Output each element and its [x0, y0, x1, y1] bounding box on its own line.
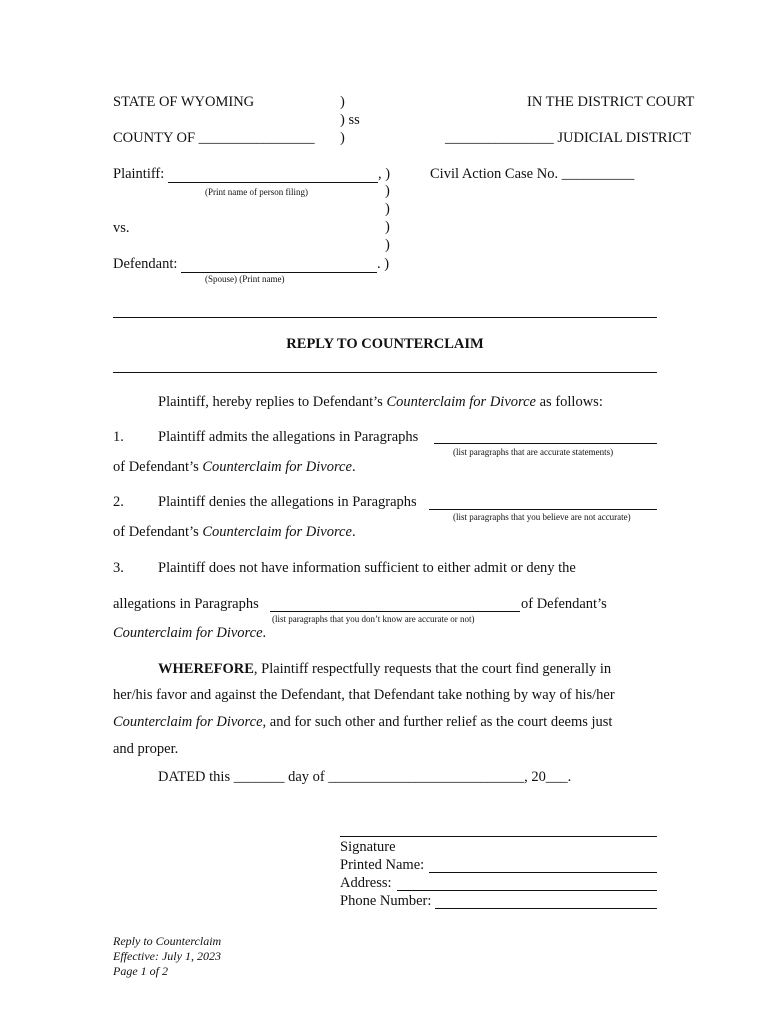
defendant-label: Defendant: [113, 256, 178, 272]
wherefore-line-3: Counterclaim for Divorce, and for such other and further relief as the court deems just [113, 714, 613, 730]
item-1-paragraphs-field[interactable] [434, 443, 657, 444]
caption-paren: ) [340, 130, 345, 146]
item-2-text: Plaintiff denies the allegations in Paragraphs [158, 494, 417, 510]
defendant-name-field[interactable] [181, 272, 377, 273]
item-1-text: Plaintiff admits the allegations in Paragraphs [158, 429, 419, 445]
caption-paren: , ) [378, 166, 391, 182]
footer-form-name: Reply to Counterclaim [113, 934, 222, 948]
county-label: COUNTY OF ________________ [113, 130, 315, 146]
plaintiff-name-field[interactable] [168, 182, 378, 183]
wherefore-line-1: WHEREFORE, Plaintiff respectfully requests that the court find generally in [158, 661, 612, 677]
printed-name-label: Printed Name: [340, 857, 425, 873]
caption-paren: ) [385, 201, 390, 217]
item-3-line2-tail: of Defendant’s [521, 596, 607, 612]
phone-label: Phone Number: [340, 893, 432, 909]
item-1-number: 1. [113, 429, 124, 445]
printed-name-field[interactable] [429, 872, 657, 873]
signature-label: Signature [340, 839, 396, 855]
intro-paragraph: Plaintiff, hereby replies to Defendant’s Counterclaim for Divorce as follows: [158, 394, 603, 410]
caption-paren: ) [340, 94, 345, 110]
caption-paren: . ) [377, 256, 390, 272]
title-rule-top [113, 317, 657, 318]
case-number-field[interactable]: Civil Action Case No. __________ [430, 166, 635, 182]
document-title: REPLY TO COUNTERCLAIM [286, 336, 484, 352]
caption-ss: ) ss [340, 112, 360, 128]
caption-paren: ) [385, 237, 390, 253]
address-label: Address: [340, 875, 392, 891]
title-rule-bottom [113, 372, 657, 373]
item-3-paragraphs-field[interactable] [270, 611, 520, 612]
item-3-tail: Counterclaim for Divorce. [113, 625, 267, 641]
wherefore-line-2: her/his favor and against the Defendant, that Defendant take nothing by way of his/her [113, 687, 615, 703]
plaintiff-hint: (Print name of person filing) [205, 187, 308, 197]
item-2-number: 2. [113, 494, 124, 510]
footer-effective-date: Effective: July 1, 2023 [113, 949, 221, 963]
court-label: IN THE DISTRICT COURT [527, 94, 695, 110]
item-2-tail: of Defendant’s Counterclaim for Divorce. [113, 524, 356, 540]
item-3-hint: (list paragraphs that you don’t know are accurate or not) [272, 614, 475, 624]
wherefore-line-4: and proper. [113, 741, 179, 757]
judicial-district-field[interactable]: _______________ JUDICIAL DISTRICT [445, 130, 691, 146]
caption-paren: ) [385, 219, 390, 235]
state-label: STATE OF WYOMING [113, 94, 255, 110]
plaintiff-label: Plaintiff: [113, 166, 165, 182]
caption-paren: ) [385, 183, 390, 199]
footer-page-number: Page 1 of 2 [113, 964, 168, 978]
item-1-tail: of Defendant’s Counterclaim for Divorce. [113, 459, 356, 475]
item-3-line2: allegations in Paragraphs [113, 596, 259, 612]
item-3-text: Plaintiff does not have information sufficient to either admit or deny the [158, 560, 576, 576]
item-2-paragraphs-field[interactable] [429, 509, 657, 510]
signature-line[interactable] [340, 836, 657, 837]
dated-line[interactable]: DATED this _______ day of ___________________________, 20___. [158, 769, 572, 785]
item-3-number: 3. [113, 560, 124, 576]
address-field[interactable] [397, 890, 657, 891]
item-2-hint: (list paragraphs that you believe are not accurate) [453, 512, 631, 522]
vs-label: vs. [113, 220, 130, 236]
phone-field[interactable] [435, 908, 657, 909]
item-1-hint: (list paragraphs that are accurate statements) [453, 447, 614, 457]
defendant-hint: (Spouse) (Print name) [205, 274, 285, 284]
